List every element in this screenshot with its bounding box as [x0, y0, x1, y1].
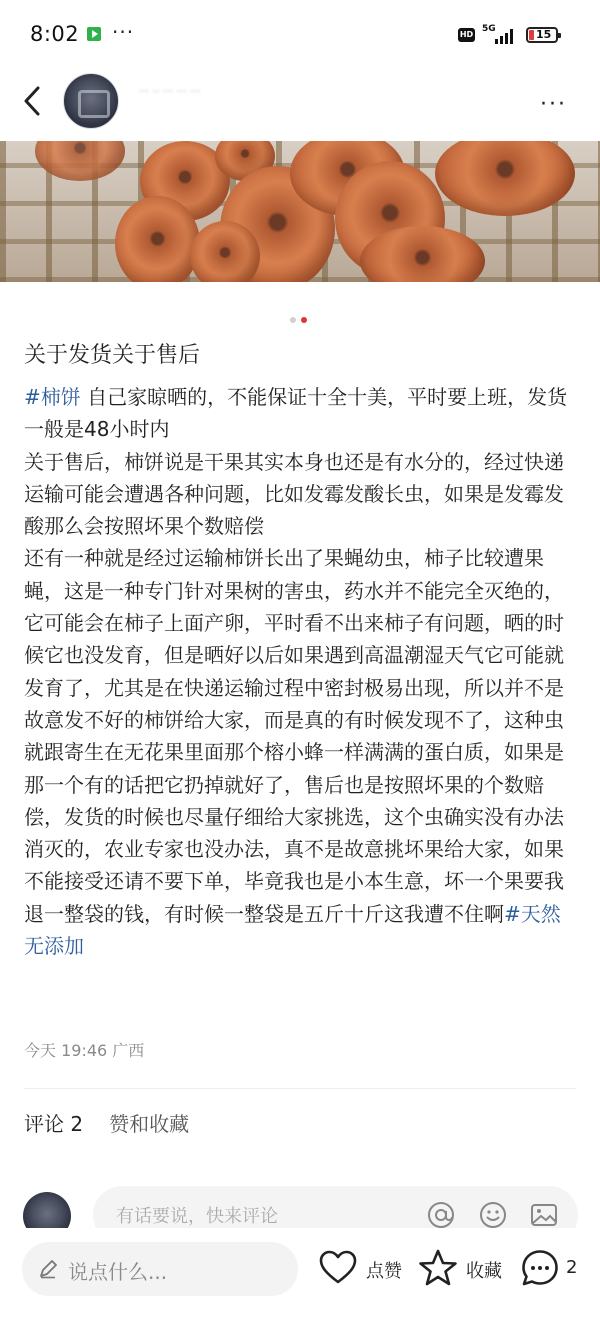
bottom-action-bar: [0, 1228, 600, 1318]
collect-button[interactable]: [418, 1248, 510, 1288]
back-arrow-icon[interactable]: [20, 84, 48, 118]
network-type: 5G: [482, 24, 496, 34]
carousel-pager: [290, 308, 312, 327]
comment-placeholder: 有话要说，快来评论: [116, 1206, 278, 1227]
image-icon[interactable]: [529, 1200, 559, 1230]
battery-level: 15: [536, 28, 552, 41]
tab-comments[interactable]: 评论 2: [24, 1112, 84, 1136]
hashtag-link[interactable]: #柿饼: [24, 385, 81, 409]
pager-dot-active: [301, 317, 307, 323]
hashtag-link[interactable]: #天然无添加: [24, 901, 561, 959]
say-placeholder: 说点什么...: [68, 1260, 168, 1284]
battery-icon: [526, 27, 558, 43]
tab-likes-collections[interactable]: 赞和收藏: [109, 1112, 190, 1136]
signal-icon: [495, 28, 517, 44]
comment-bubble-icon: [520, 1248, 560, 1288]
post-title: 关于发货关于售后: [24, 343, 201, 368]
post-text: 还有一种就是经过运输柿饼长出了果蝇幼虫，柿子比较遭果蝇，这是一种专门针对果树的害虫，药水并不能完全灭绝的，它可能会在柿子上面产卵，平时看不出来柿子有问题，晒的时候它也没发育，但是晒好以后如果遇到高温潮湿天气它可能就发育了，尤其是在快递运输过程中密封极易出现，所以并不是故意发不好的柿饼给大家，而是真的有时候发现不了，这种虫就跟寄生在无花果里面那个榕小蜂一样满满的蛋白质，如果是那一个有的话把它扔掉就好了，售后也是按照坏果的个数赔偿，发货的时候也尽量仔细给大家挑选，这个虫确实没有办法消灭的，农业专家也没办法，真不是故意挑坏果给大家，如果不能接受还请不要下单，毕竟我也是小本生意，坏一个果要我退一整袋的钱，有时候一整袋是五斤十斤这我遭不住啊: [24, 546, 564, 926]
author-name[interactable]: ··· ·· ··· ··· ···: [138, 84, 201, 100]
author-avatar[interactable]: [63, 73, 119, 129]
post-text: 自己家晾晒的，不能保证十全十美，平时要上班，发货一般是48小时内: [24, 385, 568, 442]
hd-icon: HD: [458, 28, 475, 42]
emoji-icon[interactable]: [478, 1200, 508, 1230]
status-bar: [0, 0, 600, 70]
divider: [24, 1088, 576, 1089]
say-something-input[interactable]: [22, 1242, 298, 1296]
pager-dot: [290, 317, 296, 323]
like-label: 点赞: [366, 1261, 402, 1282]
post-paragraph: [24, 542, 580, 962]
more-notifications-indicator: ···: [112, 20, 135, 44]
collect-label: 收藏: [466, 1261, 502, 1282]
more-options-icon[interactable]: ···: [540, 92, 567, 117]
like-button[interactable]: [318, 1248, 408, 1288]
star-icon: [418, 1248, 458, 1288]
post-paragraph: 关于售后，柿饼说是干果其实本身也还是有水分的，经过快递运输可能会遭遇各种问题，比如发霉发酸长虫，如果是发霉发酸那么会按照坏果个数赔偿: [24, 449, 564, 539]
post-image-carousel[interactable]: [0, 141, 600, 282]
mention-icon[interactable]: [426, 1200, 456, 1230]
comment-tabs: [24, 1108, 189, 1137]
post-body: [24, 381, 580, 962]
post-timestamp-location: 今天 19:46 广西: [24, 1041, 145, 1060]
comment-button[interactable]: [520, 1248, 580, 1288]
heart-icon: [318, 1248, 358, 1288]
pen-icon: [38, 1259, 58, 1279]
play-store-icon: [87, 27, 101, 41]
comment-count: 2: [566, 1257, 578, 1278]
post-header: [0, 70, 600, 140]
post-paragraph: [24, 381, 580, 446]
clock: 8:02: [30, 22, 80, 46]
